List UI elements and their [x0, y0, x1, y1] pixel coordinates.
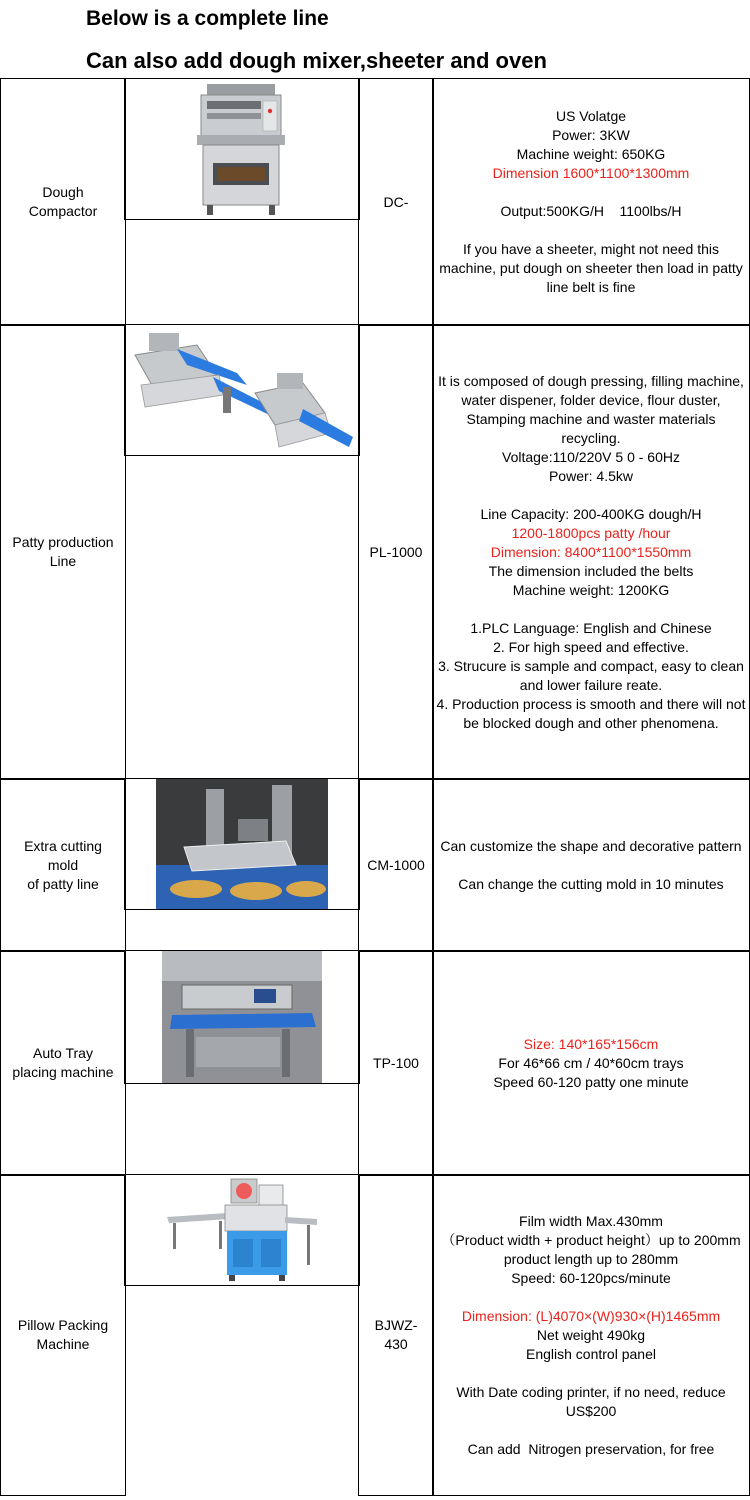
description-cell [432, 950, 750, 1176]
spec-spacer [435, 183, 747, 202]
model-number: BJWZ- 430 [374, 1317, 418, 1352]
table-row-dough-compactor [0, 78, 750, 326]
spec-line: Machine weight: 1200KG [512, 581, 670, 598]
spec-line: product length up to 280mm [503, 1250, 679, 1267]
spec-spacer [435, 1288, 747, 1307]
spec-line: Voltage:110/220V 5 0 - 60Hz [502, 448, 680, 465]
spec-spacer [435, 486, 747, 505]
tray-placing-machine-icon [162, 951, 322, 1083]
description-cell [432, 78, 750, 326]
spec-line: Machine weight: 650KG [516, 146, 666, 162]
spec-line: Can change the cutting mold in 10 minutes [458, 875, 724, 892]
spec-spacer [435, 1364, 747, 1383]
patty-line-photo [124, 324, 360, 456]
model-number: CM-1000 [367, 856, 425, 873]
spec-line-highlight: Size: 140*165*156cm [523, 1035, 659, 1052]
spec-line-highlight: Dimension: (L)4070×(W)930×(H)1465mm [461, 1307, 721, 1324]
product-name-cell [0, 324, 126, 780]
table-row-pillow-packing [0, 1174, 750, 1496]
model-cell [358, 1174, 434, 1496]
spec-line-highlight: Dimension: 8400*1100*1550mm [490, 543, 692, 560]
product-name: Dough Compactor [28, 184, 98, 219]
spec-line-highlight: 1200-1800pcs patty /hour [511, 524, 671, 541]
product-name-cell [0, 778, 126, 952]
spec-line: Power: 3KW [552, 127, 630, 143]
product-name: Extra cutting mold of patty line [24, 837, 102, 892]
spec-line: 4. Production process is smooth and there will not be blocked dough and other phenomena. [436, 695, 750, 731]
spec-line: Output:500KG/H 1100lbs/H [500, 203, 682, 219]
spec-line: It is composed of dough pressing, filling machine, water dispener, folder device, flour duster, Stamping machine and waster materials recycling. [438, 372, 748, 446]
spec-line: 3. Strucure is sample and compact, easy to clean and lower failure reate. [438, 657, 748, 693]
tray-placing-photo [124, 950, 360, 1084]
model-cell [358, 324, 434, 780]
spec-line: Speed 60-120 patty one minute [493, 1073, 689, 1090]
spec-line: Line Capacity: 200-400KG dough/H [480, 505, 702, 522]
table-row-tray-placing [0, 950, 750, 1176]
spec-line-highlight: Dimension 1600*1100*1300mm [492, 165, 690, 181]
spec-line: 1.PLC Language: English and Chinese [470, 619, 712, 636]
heading-optional-machines: Can also add dough mixer,sheeter and oven [86, 48, 547, 73]
spec-line: If you have a sheeter, might not need this machine, put dough on sheeter then load in patty line belt is fine [439, 241, 747, 295]
spec-line: For 46*66 cm / 40*60cm trays [498, 1054, 684, 1071]
spec-line: （Product width + product height）up to 200mm [441, 1231, 741, 1248]
model-number: PL-1000 [369, 543, 423, 560]
table-row-patty-line [0, 324, 750, 780]
product-name-cell [0, 950, 126, 1176]
spec-line: Can customize the shape and decorative pattern [440, 837, 742, 854]
spec-line: 2. For high speed and effective. [493, 638, 689, 655]
spec-line: Film width Max.430mm [519, 1212, 663, 1229]
model-number: TP-100 [373, 1054, 419, 1071]
spec-line: The dimension included the belts [488, 562, 694, 579]
spec-line: US Volatge [555, 108, 627, 124]
product-name-cell [0, 78, 126, 326]
table-row-cutting-mold [0, 778, 750, 952]
product-name: Auto Tray placing machine [12, 1045, 114, 1080]
cutting-mold-icon [156, 779, 328, 909]
model-cell [358, 78, 434, 326]
dough-compactor-photo [124, 78, 360, 220]
spec-line: With Date coding printer, if no need, reduce US$200 [456, 1383, 730, 1419]
spec-spacer [440, 856, 741, 875]
description-cell [432, 778, 750, 952]
product-name: Patty production Line [12, 534, 114, 569]
spec-line: Net weight 490kg [536, 1326, 646, 1343]
patty-production-line-icon [127, 325, 357, 455]
spec-spacer [435, 221, 747, 240]
product-name: Pillow Packing Machine [17, 1317, 109, 1352]
spec-line: Can add Nitrogen preservation, for free [467, 1440, 715, 1457]
heading-complete-line: Below is a complete line [86, 7, 329, 30]
description-cell [432, 1174, 750, 1496]
spec-line: Power: 4.5kw [548, 467, 634, 484]
dough-compactor-machine-icon [197, 79, 287, 219]
model-cell [358, 950, 434, 1176]
spec-spacer [435, 1421, 747, 1440]
product-name-cell [0, 1174, 126, 1496]
model-number: DC- [383, 193, 409, 210]
model-cell [358, 778, 434, 952]
pillow-packing-photo [124, 1174, 360, 1286]
spec-spacer [435, 600, 747, 619]
description-cell [432, 324, 750, 780]
pillow-packing-machine-icon [167, 1175, 317, 1285]
spec-line: Speed: 60-120pcs/minute [511, 1269, 671, 1286]
spec-line: English control panel [526, 1345, 656, 1362]
cutting-mold-photo [124, 778, 360, 910]
